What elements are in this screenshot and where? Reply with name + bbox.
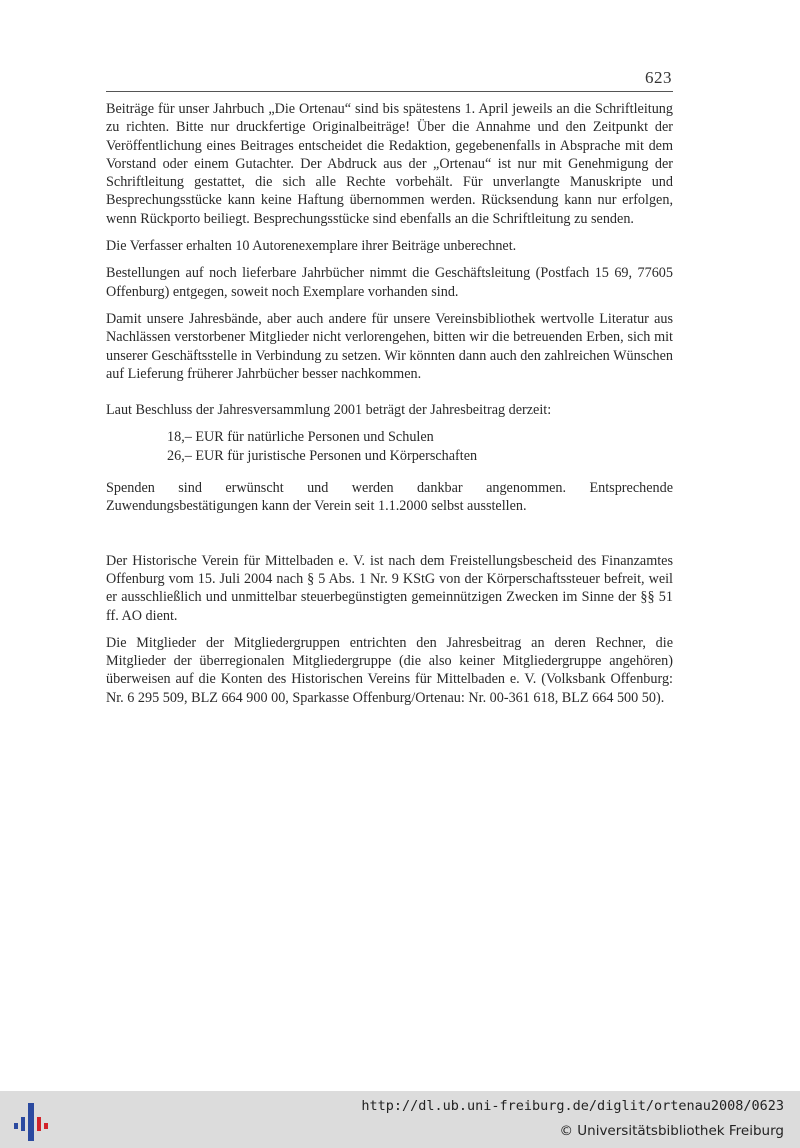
document-url-link[interactable]: http://dl.ub.uni-freiburg.de/diglit/ortenau2008/0623 xyxy=(361,1098,784,1114)
paragraph-fee-intro: Laut Beschluss der Jahresversammlung 2001 beträgt der Jahresbeitrag derzeit: xyxy=(106,402,552,419)
page-body xyxy=(106,100,673,707)
ub-freiburg-logo-icon[interactable] xyxy=(12,1099,52,1143)
fee-item-natural-persons: 18,– EUR für natürliche Personen und Schulen xyxy=(167,429,434,446)
paragraph-submissions: Beiträge für unser Jahrbuch „Die Ortenau“ sind bis spätestens 1. April jeweils an die Schriftleitung zu richten. Bitte nur druckfertige Originalbeiträge! Über die Annahme und den Zeitpunkt der Veröffentlichung eines Beitrages entscheidet die Redaktion, gegebenenfalls in Absprache mit dem Vorstand oder einem Gutachter. Der Abdruck aus der „Ortenau“ ist nur mit Genehmigung der Schriftleitung gestattet, die sich alle Rechte vorbehält. Für unverlangte Manuskripte und Besprechungsstücke kann keine Haftung übernommen werden. Rücksendung kann nur erfolgen, wenn Rückporto beiliegt. Besprechungsstücke sind ebenfalls an die Schriftleitung zu senden. xyxy=(106,101,673,227)
paragraph-payment: Die Mitglieder der Mitgliedergruppen entrichten den Jahresbeitrag an deren Rechner, die Mitglieder der überregionalen Mitgliedergruppe (die also keiner Mitgliedergruppe angehören) überweisen auf die Konten des Historischen Vereins für Mittelbaden e. V. (Volksbank Offenburg: Nr. 6 295 509, BLZ 664 900 00, Sparkasse Offenburg/Ortenau: Nr. 00-361 618, BLZ 664 500 50). xyxy=(106,634,673,706)
fee-item-legal-persons: 26,– EUR für juristische Personen und Körperschaften xyxy=(167,447,478,464)
paragraph-author-copies: Die Verfasser erhalten 10 Autorenexemplare ihrer Beiträge unberechnet. xyxy=(106,238,517,255)
fee-list xyxy=(106,428,673,465)
paragraph-tax-exemption: Der Historische Verein für Mittelbaden e. V. ist nach dem Freistellungsbescheid des Finanzamtes Offenburg vom 15. Juli 2004 nach § 5 Abs. 1 Nr. 9 KStG von der Körperschaftssteuer befreit, weil er ausschließlich und unmittelbar steuerbegünstigten gemeinnützigen Zwecken im Sinne der §§ 51 ff. AO dient. xyxy=(106,552,673,624)
paragraph-donations: Spenden sind erwünscht und werden dankbar angenommen. Entsprechende Zuwendungsbestätigungen kann der Verein seit 1.1.2000 selbst ausstellen. xyxy=(106,480,673,515)
viewer-footer xyxy=(0,1091,800,1148)
copyright-notice: © Universitätsbibliothek Freiburg xyxy=(559,1123,784,1139)
header-rule xyxy=(106,91,673,92)
paragraph-estates: Damit unsere Jahresbände, aber auch andere für unsere Vereinsbibliothek wertvolle Literatur aus Nachlässen verstorbener Mitglieder nicht verlorengehen, bitten wir die betreuenden Erben, sich mit unserer Geschäftsstelle in Verbindung zu setzen. Wir könnten dann auch den zahlreichen Wünschen auf Lieferung früherer Jahrbücher besser nachkommen. xyxy=(106,310,673,382)
page-number: 623 xyxy=(645,68,672,87)
paragraph-orders: Bestellungen auf noch lieferbare Jahrbücher nimmt die Geschäftsleitung (Postfach 15 69, 77605 Offenburg) entgegen, soweit noch Exemplare vorhanden sind. xyxy=(106,265,673,300)
